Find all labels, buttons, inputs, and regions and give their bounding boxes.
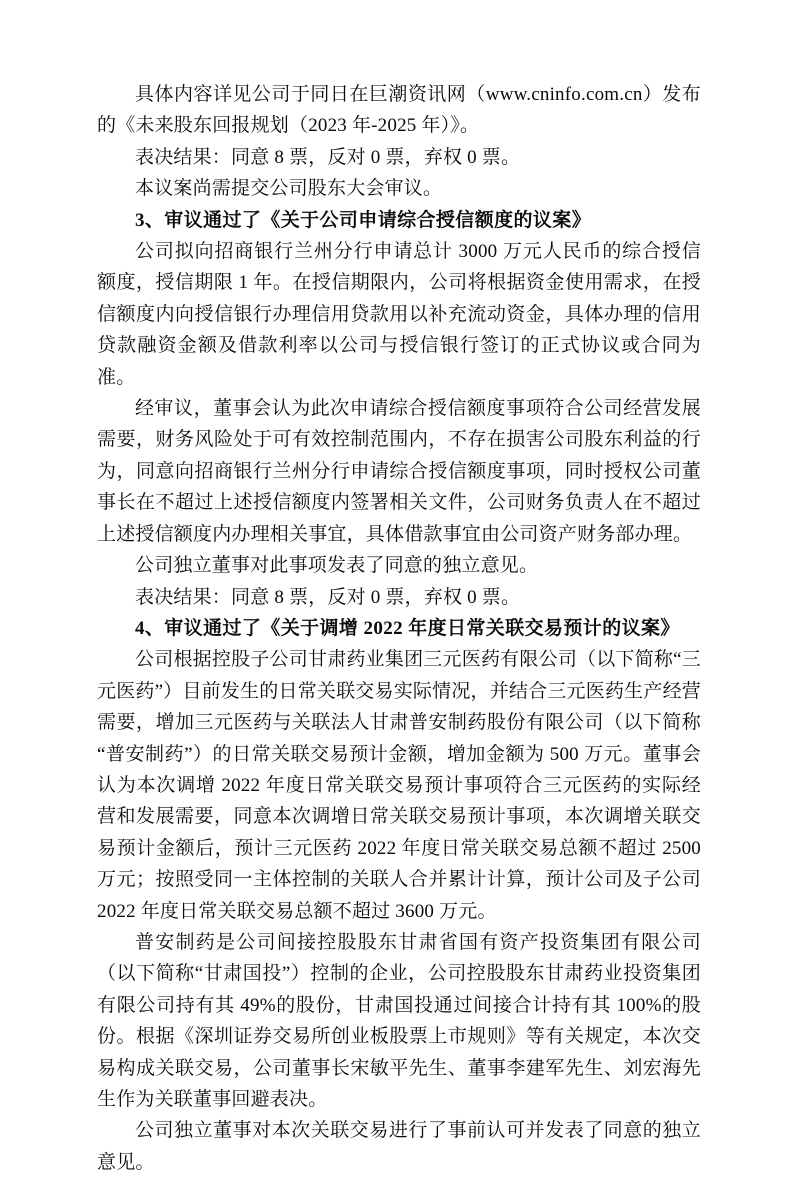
para-credit-line-application-details: 公司拟向招商银行兰州分行申请总计 3000 万元人民币的综合授信额度，授信期限 1 年。在授信期限内，公司将根据资金使用需求，在授信额度内向授信银行办理信用贷款用以补充流动资金，具体办理的信用贷款融资金额及借款利率以公司与授信银行签订的正式协议或合同为准。	[97, 241, 701, 388]
para-puan-pharma-ownership-and-recusal: 普安制药是公司间接控股股东甘肃省国有资产投资集团有限公司（以下简称“甘肃国投”）控制的企业，公司控股股东甘肃药业投资集团有限公司持有其 49%的股份，甘肃国投通过间接合计持有其 100%的股份。根据《深圳证券交易所创业板股票上市规则》等有关规定，本次交易构成关联交易，公司董事长宋敏平先生、董事李建军先生、刘宏海先生作为关联董事回避表决。	[97, 931, 701, 1110]
para-board-opinion-credit-line: 经审议，董事会认为此次申请综合授信额度事项符合公司经营发展需要，财务风险处于可有效控制范围内，不存在损害公司股东利益的行为，同意向招商银行兰州分行申请综合授信额度事项，同时授权公司董事长在不超过上述授信额度内签署相关文件，公司财务负责人在不超过上述授信额度内办理相关事宜，具体借款事宜由公司资产财务部办理。	[97, 398, 701, 545]
para-independent-directors-opinion-related-transaction: 公司独立董事对本次关联交易进行了事前认可并发表了同意的独立意见。	[97, 1120, 701, 1173]
para-submit-to-shareholders-meeting: 本议案尚需提交公司股东大会审议。	[135, 178, 443, 200]
para-independent-directors-opinion-credit: 公司独立董事对此事项发表了同意的独立意见。	[135, 555, 539, 577]
para-cninfo-disclosure-reference: 具体内容详见公司于同日在巨潮资讯网（www.cninfo.com.cn）发布的《未来股东回报规划（2023 年-2025 年）》。	[97, 84, 701, 137]
para-vote-result-item-2: 表决结果：同意 8 票，反对 0 票，弃权 0 票。	[135, 146, 521, 168]
para-related-transaction-adjustment-details: 公司根据控股子公司甘肃药业集团三元医药有限公司（以下简称“三元医药”）目前发生的日常关联交易实际情况，并结合三元医药生产经营需要，增加三元医药与关联法人甘肃普安制药股份有限公司（以下简称“普安制药”）的日常关联交易预计金额，增加金额为 500 万元。董事会认为本次调增 2022 年度日常关联交易预计事项符合三元医药的实际经营和发展需要，同意本次调增日常关联交易预计事项，本次调增关联交易预计金额后，预计三元医药 2022 年度日常关联交易总额不超过 2500 万元；按照受同一主体控制的关联人合并累计计算，预计公司及子公司 2022 年度日常关联交易总额不超过 3600 万元。	[97, 649, 701, 922]
heading-item-4-related-transaction-proposal: 4、审议通过了《关于调增 2022 年度日常关联交易预计的议案》	[135, 617, 680, 639]
document-body	[97, 79, 701, 1178]
heading-item-3-credit-line-proposal: 3、审议通过了《关于公司申请综合授信额度的议案》	[135, 209, 592, 231]
para-vote-result-item-3: 表决结果：同意 8 票，反对 0 票，弃权 0 票。	[135, 586, 521, 608]
